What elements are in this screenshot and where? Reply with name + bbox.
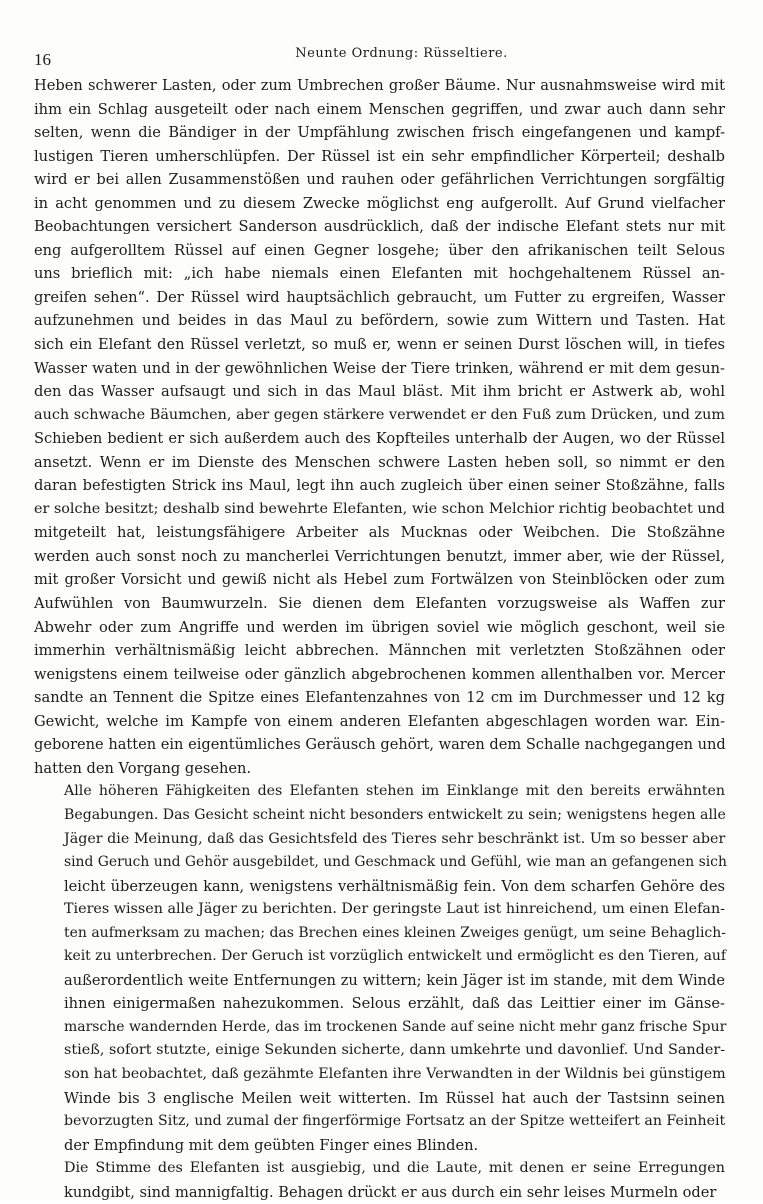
text-line: stieß, sofort stutzte, einige Sekunden sicherte, dann umkehrte und davonlief. Und Sander- [64,1042,726,1059]
text-line: wird er bei allen Zusammenstößen und rauhen oder gefährlichen Verrichtungen sorgfältig [34,171,725,189]
text-line: eng aufgerolltem Rüssel auf einen Gegner losgehe; über den afrikanischen teilt Selous [34,241,725,259]
paragraph [34,780,725,1157]
page-header [34,44,729,70]
text-line: kundgibt, sind mannigfaltig. Behagen drückt er aus durch ein sehr leises Murmeln oder [64,1183,717,1201]
text-line: Alle höheren Fähigkeiten des Elefanten stehen im Einklange mit den bereits erwähnten [64,783,725,800]
running-head: Neunte Ordnung: Rüsseltiere. [295,46,508,61]
text-line: Abwehr oder zum Angriffe und werden im übrigen soviel wie möglich geschont, weil sie [34,618,725,636]
text-line: mit großer Vorsicht und gewiß nicht als Hebel zum Fortwälzen von Steinblöcken oder zum [34,571,725,589]
text-line: außerordentlich weite Entfernungen zu wittern; kein Jäger ist im stande, mit dem Winde [64,971,725,989]
text-line: sich ein Elefant den Rüssel verletzt, so muß er, wenn er seinen Durst löschen will, in tiefes [34,336,725,354]
text-line: Begabungen. Das Gesicht scheint nicht besonders entwickelt zu sein; wenigstens hegen alle [64,806,726,823]
text-line: hatten den Vorgang gesehen. [34,759,252,777]
text-line: mitgeteilt hat, leistungsfähigere Arbeiter als Mucknas oder Weibchen. Die Stoßzähne [34,524,725,542]
text-line: in acht genommen und zu diesem Zwecke möglichst eng aufgerollt. Auf Grund vielfacher [34,194,725,212]
text-line: ihnen einigermaßen nahezukommen. Selous erzählt, daß das Leittier einer im Gänse- [64,995,725,1013]
text-line: auch schwache Bäumchen, aber gegen stärkere verwendet er den Fuß zum Drücken, und zum [34,406,725,423]
text-line: immerhin verhältnismäßig leicht abbrechen. Männchen mit verletzten Stoßzähnen oder [34,642,725,660]
text-line: keit zu unterbrechen. Der Geruch ist vorzüglich entwickelt und ermöglicht es den Tieren, auf [64,948,727,965]
text-line: Winde bis 3 englische Meilen weit witterten. Im Rüssel hat auch der Tastsinn seinen [64,1089,725,1107]
text-line: leicht überzeugen kann, wenigstens verhältnismäßig fein. Von dem scharfen Gehöre des [64,877,725,895]
text-line: werden auch sonst noch zu mancherlei Verrichtungen benutzt, immer aber, wie der Rüssel, [34,547,725,565]
text-line: lustigen Tieren umherschlüpfen. Der Rüssel ist ein sehr empfindlicher Körperteil; deshalb [34,147,725,165]
page-number: 16 [34,50,51,69]
text-line: ihm ein Schlag ausgeteilt oder nach einem Menschen gegriffen, und zwar auch dann sehr [34,100,725,118]
text-line: marsche wandernden Herde, das im trockenen Sande auf seine nicht mehr ganz frische Spur [64,1018,727,1035]
text-line: der Empfindung mit dem geübten Finger eines Blinden. [64,1136,479,1154]
text-line: Heben schwerer Lasten, oder zum Umbrechen großer Bäume. Nur ausnahmsweise wird mit [34,77,725,94]
text-line: selten, wenn die Bändiger in der Umpfählung zwischen frisch eingefangenen und kampf- [34,124,725,142]
text-line: ansetzt. Wenn er im Dienste des Menschen schwere Lasten heben soll, so nimmt er den [34,453,725,471]
text-line: er solche besitzt; deshalb sind bewehrte Elefanten, wie schon Melchior richtig beobachtet und [34,500,725,517]
text-line: geborene hatten ein eigentümliches Geräusch gehört, waren dem Schalle nachgegangen und [34,736,726,754]
text-line: Beobachtungen versichert Sanderson ausdrücklich, daß der indische Elefant stets nur mit [34,218,725,236]
text-line: Gewicht, welche im Kampfe von einem anderen Elefanten abgeschlagen worden war. Ein- [34,712,725,730]
text-line: Die Stimme des Elefanten ist ausgiebig, und die Laute, mit denen er seine Erregungen [64,1160,725,1177]
text-line: ten aufmerksam zu machen; das Brechen eines kleinen Zweiges genügt, um seine Behaglich- [64,924,726,941]
text-line: Jäger die Meinung, daß das Gesichtsfeld des Tieres sehr beschränkt ist. Um so besser aber [64,830,726,847]
text-line: sind Geruch und Gehör ausgebildet, und Geschmack und Gefühl, wie man an gefangenen sich [64,854,727,871]
text-line: son hat beobachtet, daß gezähmte Elefanten ihre Verwandten in der Wildnis bei günstigem [64,1065,726,1082]
body-text [34,74,725,1204]
text-line: bevorzugten Sitz, und zumal der fingerförmige Fortsatz an der Spitze wetteifert an Feinheit [64,1113,726,1130]
paragraph [34,1157,725,1204]
text-line: Wasser waten und in der gewöhnlichen Weise der Tiere trinken, während er mit dem gesun- [34,359,725,377]
text-line: wenigstens einem teilweise oder gänzlich abgebrochenen kommen allenthalben vor. Mercer [34,665,725,683]
text-line: sandte an Tennent die Spitze eines Elefantenzahnes von 12 cm im Durchmesser und 12 kg [34,689,725,707]
text-line: uns brieflich mit: „ich habe niemals einen Elefanten mit hochgehaltenem Rüssel an- [34,265,725,283]
text-line: Schieben bedient er sich außerdem auch des Kopfteiles unterhalb der Augen, wo der Rüssel [34,430,725,448]
text-line: den das Wasser aufsaugt und sich in das Maul bläst. Mit ihm bricht er Astwerk ab, wohl [34,383,725,401]
text-line: aufzunehmen und beides in das Maul zu befördern, sowie zum Wittern und Tasten. Hat [34,312,725,330]
paragraph [34,74,725,780]
text-line: greifen sehen“. Der Rüssel wird hauptsächlich gebraucht, um Futter zu ergreifen, Wasser [34,288,725,306]
text-line: daran befestigten Strick ins Maul, legt ihn auch zugleich über einen seiner Stoßzähne, falls [34,477,725,495]
text-line: Aufwühlen von Baumwurzeln. Sie dienen dem Elefanten vorzugsweise als Waffen zur [34,595,725,613]
text-line: Tieres wissen alle Jäger zu berichten. Der geringste Laut ist hinreichend, um einen Elefan- [64,901,725,918]
